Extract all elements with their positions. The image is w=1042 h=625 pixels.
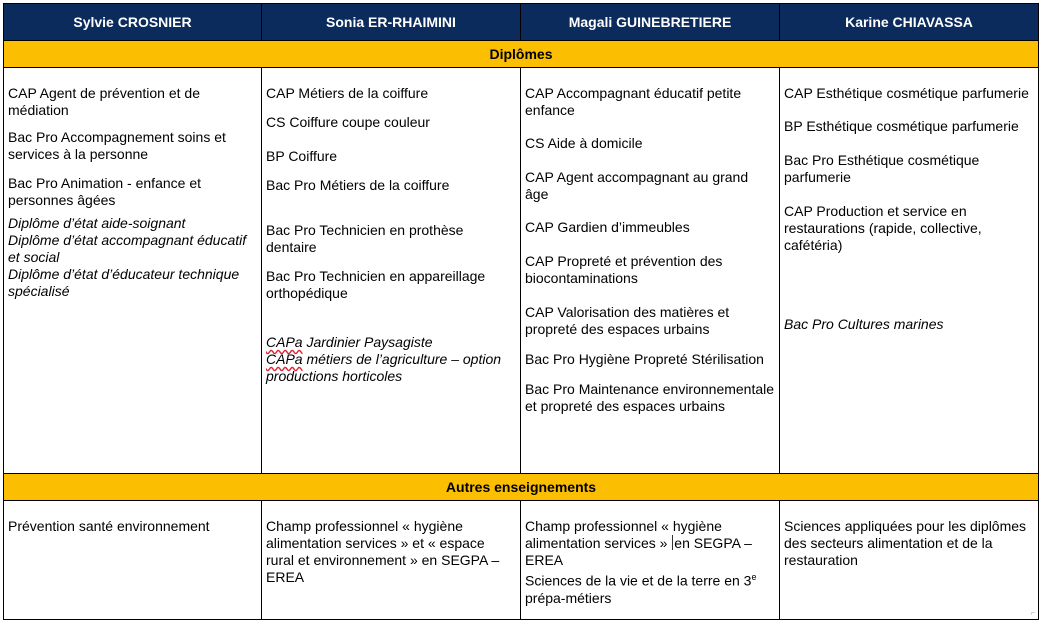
header-sonia-er-rhaimini: Sonia ER-RHAIMINI — [262, 4, 521, 41]
autres-cell-chiavassa — [780, 501, 1039, 620]
teaching-item: Prévention santé environnement — [8, 518, 210, 534]
teaching-item: Champ professionnel « hygiène alimentation services » et « espace rural et environnement » en SEGPA – EREA — [266, 518, 500, 585]
header-karine-chiavassa: Karine CHIAVASSA — [780, 4, 1039, 41]
diploma-item: Bac Pro Cultures marines — [784, 316, 944, 332]
diploma-item: CS Coiffure coupe couleur — [266, 114, 430, 130]
autres-cell-er-rhaimini — [262, 501, 521, 620]
diploma-item: BP Esthétique cosmétique parfumerie — [784, 118, 1019, 134]
autres-cell-crosnier — [4, 501, 262, 620]
diploma-item: CAP Esthétique cosmétique parfumerie — [784, 85, 1029, 101]
section-autres-row — [4, 474, 1039, 501]
autres-row — [4, 501, 1039, 620]
diploma-item: BP Coiffure — [266, 148, 338, 164]
diploma-item: CAP Valorisation des matières et propreté des espaces urbains — [525, 304, 730, 337]
diploma-item: Bac Pro Maintenance environnementale et propreté des espaces urbains — [525, 381, 775, 414]
teaching-text: Sciences de la vie et de la terre en 3 — [525, 572, 752, 589]
diploma-item: Bac Pro Hygiène Propreté Stérilisation — [525, 351, 764, 367]
diploma-item — [266, 351, 516, 385]
spellcheck-word: CAPa — [266, 334, 303, 350]
diploma-item: CAP Agent accompagnant au grand âge — [525, 169, 749, 202]
corner-mark-icon: ⌐ — [1030, 610, 1035, 617]
teaching-item: Sciences appliquées pour les diplômes des secteurs alimentation et de la restauration — [784, 518, 1027, 568]
diploma-item: Bac Pro Technicien en appareillage orthopédique — [266, 268, 486, 301]
diploma-item: Bac Pro Esthétique cosmétique parfumerie — [784, 152, 980, 185]
diploma-item-text: métiers de l’agriculture – option productions horticoles — [266, 351, 502, 384]
diploma-item: Diplôme d’état accompagnant éducatif et social — [8, 232, 247, 265]
diploma-item: Bac Pro Animation - enfance et personnes âgées — [8, 175, 201, 208]
diploma-item: Bac Pro Métiers de la coiffure — [266, 177, 450, 193]
teaching-item — [525, 569, 775, 607]
autres-cell-guinebretiere — [521, 501, 780, 620]
diplomes-cell-chiavassa — [780, 68, 1039, 474]
diploma-item: Bac Pro Technicien en prothèse dentaire — [266, 222, 464, 255]
section-autres-title: Autres enseignements — [4, 474, 1039, 501]
diploma-item: CAP Propreté et prévention des biocontaminations — [525, 253, 723, 286]
section-diplomes-title: Diplômes — [4, 41, 1039, 68]
diploma-item-text: Jardinier Paysagiste — [302, 334, 433, 350]
diplomes-cell-er-rhaimini — [262, 68, 521, 474]
teaching-item — [525, 518, 775, 569]
diploma-item: Diplôme d’état aide-soignant — [8, 215, 186, 231]
diploma-item: Diplôme d’état d’éducateur technique spécialisé — [8, 266, 240, 299]
teaching-text: prépa-métiers — [525, 589, 612, 606]
header-row — [4, 4, 1039, 41]
teaching-text: en SEGPA – EREA — [525, 535, 752, 568]
superscript: e — [751, 572, 757, 582]
trainers-table — [3, 3, 1039, 620]
diploma-item: CAP Agent de prévention et de médiation — [8, 85, 200, 118]
spellcheck-word: CAPa — [266, 351, 303, 367]
diploma-item — [266, 334, 516, 351]
diplomes-cell-crosnier — [4, 68, 262, 474]
teaching-text: Champ professionnel « hygiène alimentation services » — [525, 518, 722, 551]
section-diplomes-row — [4, 41, 1039, 68]
diploma-item: CAP Production et service en restaurations (rapide, collective, cafétéria) — [784, 203, 982, 253]
document-table-container — [3, 3, 1038, 620]
diplomes-cell-guinebretiere — [521, 68, 780, 474]
diploma-item: Bac Pro Accompagnement soins et services à la personne — [8, 129, 226, 162]
header-magali-guinebretiere: Magali GUINEBRETIERE — [521, 4, 780, 41]
diploma-item: CS Aide à domicile — [525, 135, 643, 151]
diploma-item: CAP Métiers de la coiffure — [266, 85, 429, 101]
header-sylvie-crosnier: Sylvie CROSNIER — [4, 4, 262, 41]
diploma-item: CAP Accompagnant éducatif petite enfance — [525, 85, 742, 118]
diploma-item: CAP Gardien d’immeubles — [525, 219, 690, 235]
diplomes-row — [4, 68, 1039, 474]
